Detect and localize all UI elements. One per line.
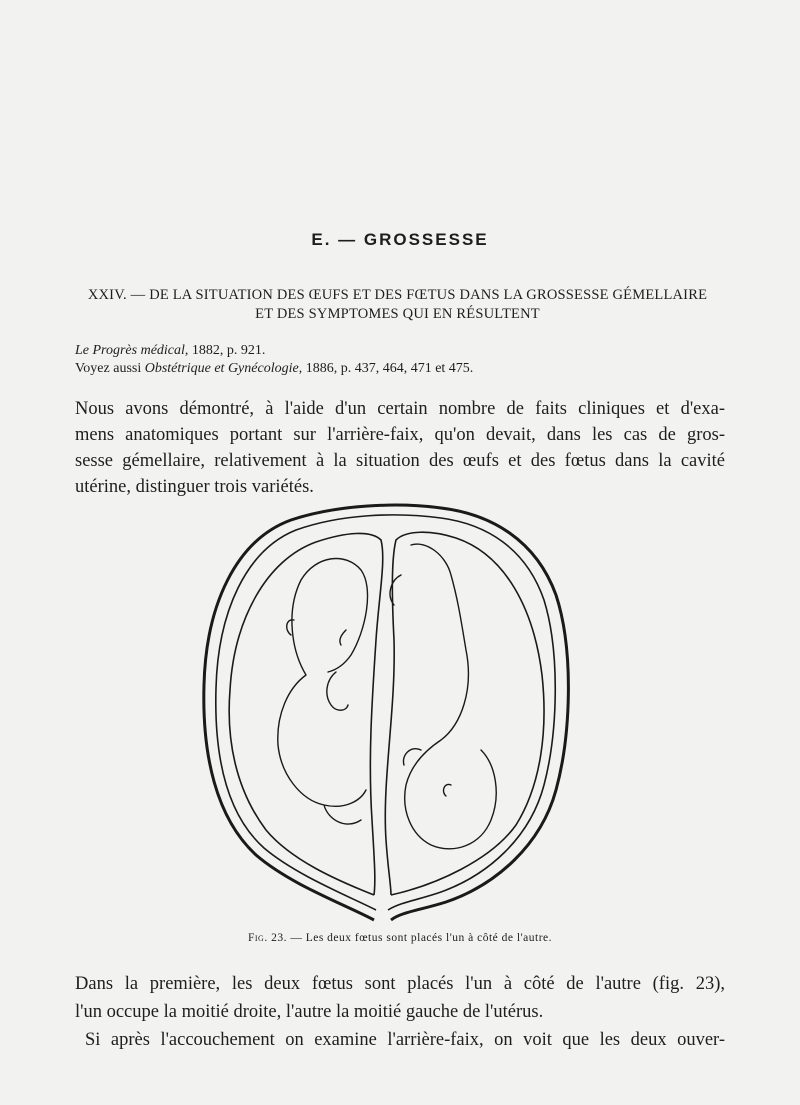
left-fetus [278,559,368,825]
right-fetus [390,544,496,849]
chapter-title-line-1: XXIV. — DE LA SITUATION DES ŒUFS ET DES FŒTUS DANS LA GROSSESSE GÉMELLAIRE [87,287,708,303]
right-amniotic-sac [385,532,544,895]
reference-2-journal: Obstétrique et Gynécologie [144,361,299,376]
reference-2-prefix: Voyez aussi [75,361,145,376]
reference-2 [75,360,725,378]
paragraph-2-line: l'un occupe la moitié droite, l'autre la moitié gauche de l'utérus. [75,1002,544,1022]
paragraph-2 [75,970,725,1054]
figure-caption-text: — Les deux fœtus sont placés l'un à côté de l'autre. [286,932,552,944]
paragraph-1-line: utérine, distinguer trois variétés. [75,477,314,497]
paragraph-2-line: Dans la première, les deux fœtus sont placés l'un à côté de l'autre (fig. 23), [75,974,725,994]
references [75,342,725,378]
chapter-title [70,286,725,324]
paragraph-2-line: Si après l'accouchement on examine l'arrière-faix, on voit que les deux ouver- [85,1030,725,1050]
reference-1-details: , 1882, p. 921. [184,343,266,358]
paragraph-1 [75,396,725,500]
figure-23-illustration [196,500,576,930]
paragraph-1-line: sesse gémellaire, relativement à la situation des œufs et des fœtus dans la cavité [75,451,725,471]
reference-2-details: , 1886, p. 437, 464, 471 et 475. [298,361,474,376]
figure-label: Fig. 23. [247,932,287,944]
left-amniotic-sac [229,533,383,895]
chapter-title-line-2: ET DES SYMPTOMES QUI EN RÉSULTENT [255,306,540,322]
figure-caption [0,932,800,944]
reference-1-journal: Le Progrès médical [75,343,185,358]
paragraph-1-line: mens anatomiques portant sur l'arrière-faix, qu'on devait, dans les cas de gros- [75,425,725,445]
reference-1 [75,342,725,360]
uterus-outer-wall [204,505,569,920]
twin-pregnancy-drawing [196,500,576,930]
section-title: E. — GROSSESSE [311,230,489,249]
paragraph-1-line: Nous avons démontré, à l'aide d'un certain nombre de faits cliniques et d'exa- [75,399,725,419]
